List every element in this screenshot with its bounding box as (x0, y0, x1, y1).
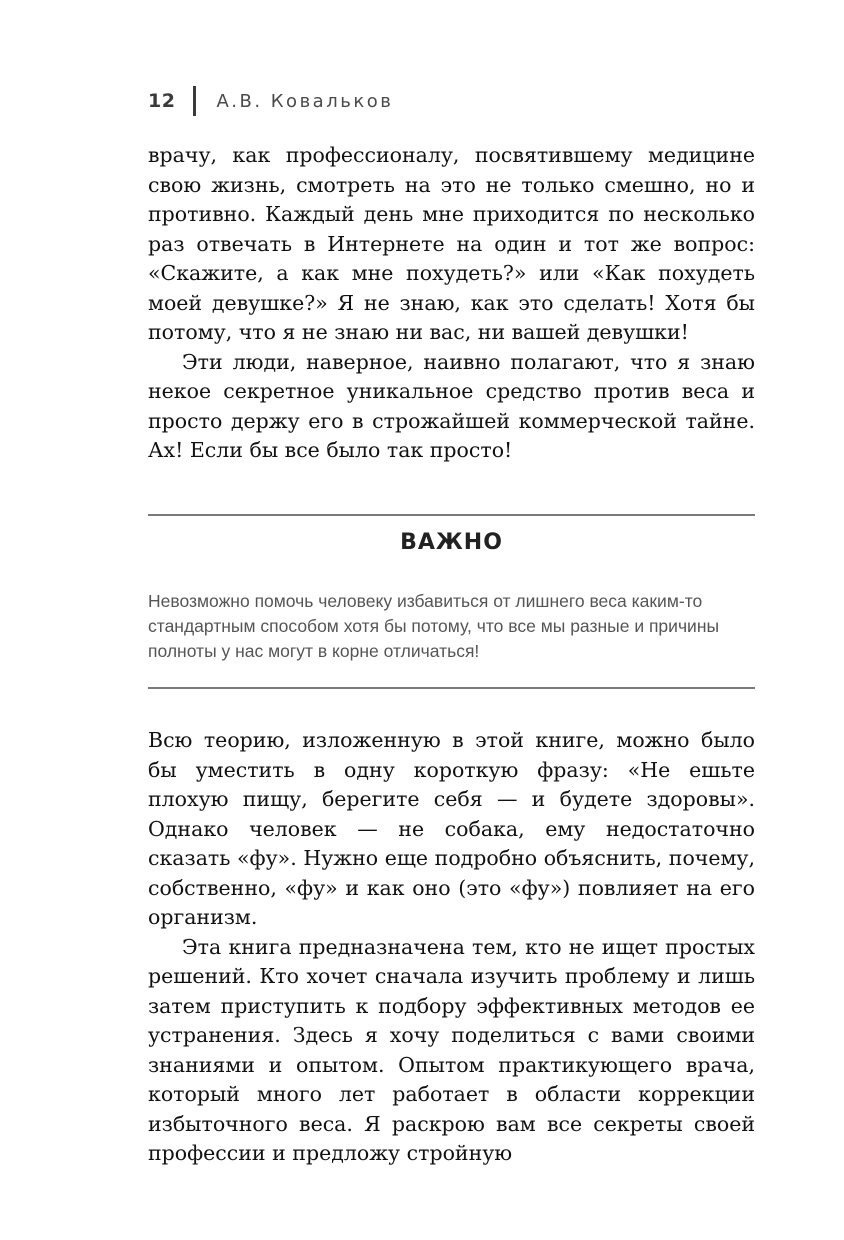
page-number: 12 (148, 90, 176, 112)
callout-bottom-rule (148, 687, 755, 689)
header-divider (193, 86, 196, 116)
callout-title: ВАЖНО (400, 530, 503, 555)
paragraph: Всю теорию, изложенную в этой книге, можно было бы уместить в одну короткую фразу: «Не ешьте плохую пищу, берегите себя — и будете здоровы». Однако человек — не собака, ему недостаточно сказать «фу». Нужно еще подробно объяснить, почему, собственно, «фу» и как оно (это «фу») повлияет на его организм. (148, 728, 755, 929)
important-callout (148, 514, 755, 689)
callout-text: Невозможно помочь человеку избавиться от лишнего веса каким-то стандартным способом хотя бы потому, что все мы разные и причины полноты у нас могут в корне отличаться! (148, 591, 720, 661)
body-text-top (148, 141, 755, 466)
running-header (148, 86, 393, 116)
callout-top-rule (148, 514, 755, 516)
running-header-author: А.В. Ковальков (216, 90, 394, 112)
paragraph: Эта книга предназначена тем, кто не ищет простых решений. Кто хочет сначала изучить проблему и лишь затем приступить к подбору эффективных методов ее устранения. Здесь я хочу поделиться с вами своими знаниями и опытом. Опытом практикующего врача, который много лет работает в области коррекции избыточного веса. Я раскрою вам все секреты своей профессии и предложу стройную (148, 934, 755, 1165)
paragraph: врачу, как профессионалу, посвятившему медицине свою жизнь, смотреть на это не только смешно, но и противно. Каждый день мне приходится по несколько раз отвечать в Интернете на один и тот же вопрос: «Скажите, а как мне похудеть?» или «Как похудеть моей девушке?» Я не знаю, как это сделать! Хотя бы потому, что я не знаю ни вас, ни вашей девушки! (148, 143, 755, 344)
paragraph: Эти люди, наверное, наивно полагают, что я знаю некое секретное уникальное средство против веса и просто держу его в строжайшей коммерческой тайне. Ах! Если бы все было так просто! (148, 349, 755, 462)
body-text-bottom (148, 726, 755, 1169)
